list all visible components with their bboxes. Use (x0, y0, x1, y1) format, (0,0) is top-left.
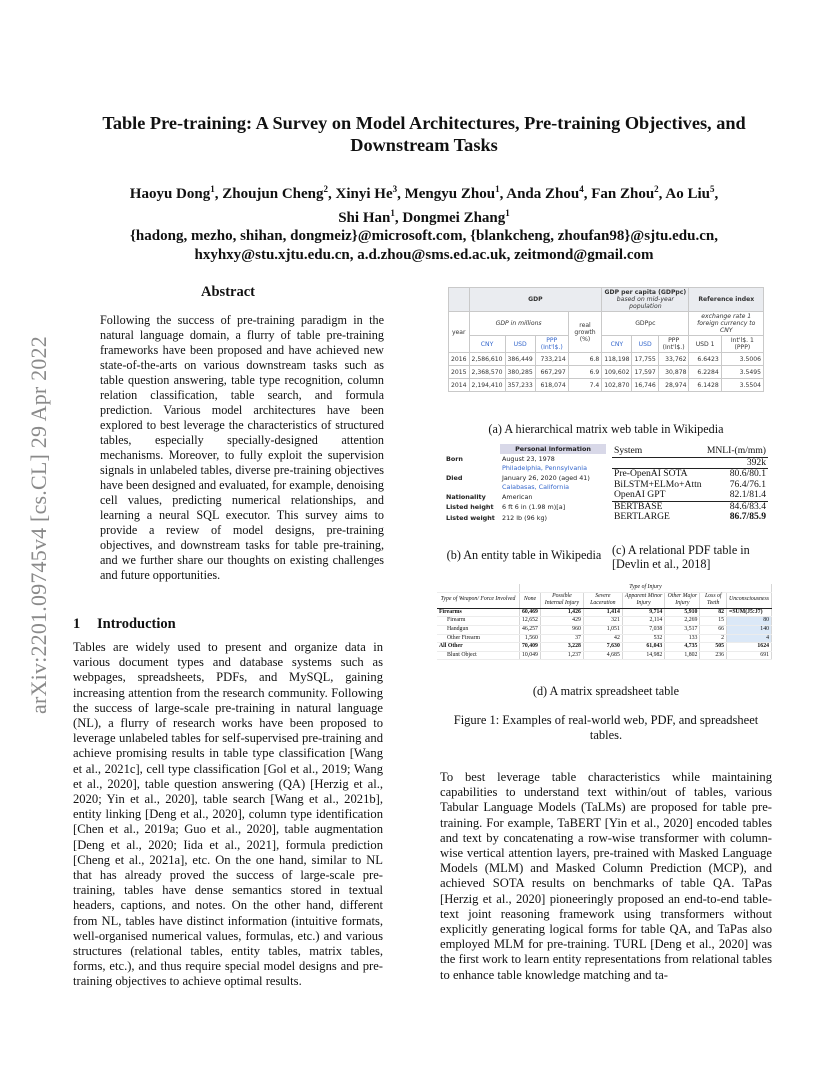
selected-cell[interactable]: 4 (727, 634, 772, 643)
injury-spreadsheet: Type of Injury Type of Weapon/ Force Involved None Possible Internal Injury Severe Laceration Apparent Minor Injury Other Major Injury Loss of Teeth Unconsciousness Firearms 60,469 1,426 1,414 9,714 5,910 82 =SUM(J5:J7) Firearm 12,652 429 321 2,114 2,269 15 80 Handgun 46,257 960 1,051 7,038 3,517 66 140 Other Firearm 1,560 37 42 532 133 2 4 All Other 70,409 3,228 7,630 61,043 4,735 505 1624 Blunt Object 10,049 1,237 4,685 14,982 1,802 236 691 (437, 584, 772, 660)
figure-d-spreadsheet-table (437, 584, 772, 676)
group-header: Type of Injury (520, 584, 772, 592)
figure-b-caption: (b) An entity table in Wikipedia (446, 548, 602, 562)
author-block (70, 180, 778, 264)
selected-cell[interactable]: 80 (727, 617, 772, 626)
figure-c-caption: (c) A relational PDF table in [Devlin et al., 2018] (612, 543, 750, 571)
author-emails: {hadong, mezho, shihan, dongmeiz}@microsoft.com, {blankcheng, zhoufan98}@sjtu.edu.cn, hxyhxy@stu.xjtu.edu.cn, a.d.zhou@sms.ed.ac.uk, zeitmond@gmail.com (130, 228, 718, 263)
author: Dongmei Zhang$^1$ (402, 207, 510, 226)
abstract-text: Following the success of pre-training paradigm in the natural language domain, a flurry of table pre-training frameworks have been proposed and have achieved new state-of-the-arts on various downstream tasks such as table question answering, table type recognition, column relation classification, table search, and formula prediction. Various model architectures have been explored to best leverage the characteristics of structured tables, especially specially-designed attention mechanisms. Moreover, to fully exploit the supervision signals in unlabeled tables, diverse pre-training objectives have been designed and evaluated, for example, denoising cell values, predicting numerical relationships, and learning a neural SQL executor. This survey aims to provide a review of model designs, pre-training objectives, and downstream tasks for table pre-training, and we further share our thoughts on existing challenges and future opportunities. (100, 313, 384, 582)
table-row: Nationality American (446, 493, 533, 502)
gdppc-header: GDP per capita (GDPpc) based on mid-year population (602, 288, 689, 312)
intro-paragraph: Tables are widely used to present and organize data in various document types and database systems such as webpages, spreadsheets, PDFs, and MySQL, gaining increasing attention from the research community. Following the success of large-scale pre-training in natural language (NL), a flurry of research works have been proposed to leverage unlabeled tables for self-supervised pre-training and achieve promising results in table type classification [Wang et al., 2021c], cell type classification [Gol et al., 2019; Wang et al., 2020], table question answering (QA) [Herzig et al., 2020; Yin et al., 2020], table search [Wang et al., 2021b], entity linking [Deng et al., 2020], column type identification [Chen et al., 2019a; Guo et al., 2020], table augmentation [Deng et al., 2020; Iida et al., 2021], formula prediction [Cheng et al., 2021a], etc. On the one hand, similar to NL that has already proved the success of large-scale pre-training, tables have dense semantics stored in textual headers, captions, and notes. On the other hand, different from NL, tables have distinct information (intuitive formats, well-organised numerical values, formulas, etc.) and various structures (relational tables, entity tables, matrix tables, forms, etc.), and thus require special model designs and pre-training objectives to achieve optimal results. (73, 640, 383, 989)
figure-b-entity-table (444, 444, 606, 544)
reference-index-header: Reference index (689, 288, 764, 312)
author: Xinyi He$^3$, (335, 184, 405, 202)
table-row: Listed height 6 ft 6 in (1.98 m)[a] (446, 503, 566, 512)
table-row: 2016 2,586,610 386,449 733,214 6.8 118,198 17,755 33,762 6.6423 3.5006 (449, 353, 764, 366)
arxiv-stamp[interactable] (24, 290, 54, 760)
author: Anda Zhou$^4$, (506, 184, 592, 202)
year-header: year (449, 312, 470, 353)
author: Ao Liu$^5$, (665, 184, 719, 202)
table-row: Pre-OpenAI SOTA 80.6/80.1 (614, 468, 766, 479)
figure-1-caption: Figure 1: Examples of real-world web, PDF, and spreadsheet tables. (453, 713, 759, 742)
table-row: Listed weight 212 lb (96 kg) (446, 513, 547, 522)
table-row: Blunt Object 10,049 1,237 4,685 14,982 1,802 236 691 (437, 651, 772, 660)
formula-cell[interactable]: =SUM(J5:J7) (727, 608, 772, 617)
table-row: Other Firearm 1,560 37 42 532 133 2 4 (437, 634, 772, 643)
table-row: BERTBASE 84.6/83.4 (614, 500, 766, 512)
section-heading-introduction: 1 Introduction (73, 616, 176, 632)
abstract-heading: Abstract (201, 284, 255, 300)
selected-cell[interactable]: 140 (727, 625, 772, 634)
author-names (70, 180, 778, 227)
table-row: 2015 2,368,570 380,285 667,297 6.9 109,602 17,597 30,878 6.2284 3.5495 (449, 366, 764, 379)
table-row: OpenAI GPT 82.1/81.4 (614, 489, 766, 500)
table-row: BiLSTM+ELMo+Attn 76.4/76.1 (614, 478, 766, 490)
author: Fan Zhou$^2$, (591, 184, 666, 202)
author: Shi Han$^1$, (338, 207, 403, 226)
figure-a-caption: (a) A hierarchical matrix web table in Wikipedia (488, 422, 724, 436)
figure-a-hierarchical-table (448, 287, 764, 419)
arxiv-id: arXiv:2201.09745v4 [cs.CL] 29 Apr 2022 (26, 336, 51, 714)
table-row: Firearm 12,652 429 321 2,114 2,269 15 80 (437, 617, 772, 626)
author: Mengyu Zhou$^1$, (404, 184, 507, 202)
infobox-table (444, 444, 606, 523)
table-row: BERTLARGE 86.7/85.9 (614, 511, 766, 522)
infobox-link[interactable]: Philadelphia, Pennsylvania (502, 463, 587, 472)
figure-d-caption: (d) A matrix spreadsheet table (532, 684, 680, 698)
table-row: Died January 26, 2020 (aged 41) Calabasas, California (444, 473, 606, 492)
figure-c-relational-table (612, 446, 768, 538)
author: Haoyu Dong$^1$, (129, 184, 223, 202)
gdp-header: GDP (469, 288, 602, 312)
gdp-table: GDP GDP per capita (GDPpc) based on mid-year population Reference index year GDP in millions real growth (%) GDPpc exchange rate 1 foreign currency to CNY CNY USD PPP (Int'l$.) CNY USD PPP (Int'l$.) USD 1 Int'l$. 1 (PPP) 2016 2,586,610 386,449 733,214 6.8 118,198 17,755 33,762 6.6423 3.5006 2015 2,368,570 380,285 667,297 6.9 109,602 17,597 30,878 6.2284 3.5495 2014 2,194,410 357,233 618,074 7.4 102,870 16,746 28,974 6.1428 3.5504 (448, 287, 764, 392)
author: Zhoujun Cheng$^2$, (222, 184, 336, 202)
infobox-link[interactable]: Calabasas, California (502, 482, 570, 491)
table-row: Handgun 46,257 960 1,051 7,038 3,517 66 140 (437, 625, 772, 634)
paper-title: Table Pre-training: A Survey on Model Architectures, Pre-training Objectives, and Downstream Tasks (102, 113, 746, 155)
right-column-paragraph: To best leverage table characteristics while maintaining capabilities to understand text within/out of tables, various Tabular Language Models (TaLMs) are proposed for table pre-training. For example, TaBERT [Yin et al., 2020] encoded tables and text by concatenating a row-wise transformer with column-wise vertical attention layers, pre-trained with Masked Language Models (MLM) and Masked Column Prediction (MCP), and achieved SOTA results on benchmarks of table QA. TaPas [Herzig et al., 2020] pioneeringly proposed an end-to-end table-text joint reasoning framework using transformers without explicitly generating logical forms for table QA, and TaPas also employed MLM for pre-training. TURL [Deng et al., 2020] was the first work to learn entity representations from relational tables to enhance table knowledge matching and ta- (440, 770, 772, 982)
table-row: Born August 23, 1978 Philadelphia, Pennsylvania (444, 454, 606, 473)
infobox-header: Personal information (500, 444, 606, 454)
table-row: 2014 2,194,410 357,233 618,074 7.4 102,870 16,746 28,974 6.1428 3.5504 (449, 379, 764, 392)
table-row: All Other 70,409 3,228 7,630 61,043 4,735 505 1624 (437, 643, 772, 652)
table-row: Firearms 60,469 1,426 1,414 9,714 5,910 82 =SUM(J5:J7) (437, 608, 772, 617)
glue-table: System MNLI-(m/mm) 392k Pre-OpenAI SOTA 80.6/80.1 BiLSTM+ELMo+Attn 76.4/76.1 OpenAI GPT 82.1/81.4 BERTBASE 84.6/83.4 BERTLARGE 86.7/85.9 (614, 445, 766, 522)
